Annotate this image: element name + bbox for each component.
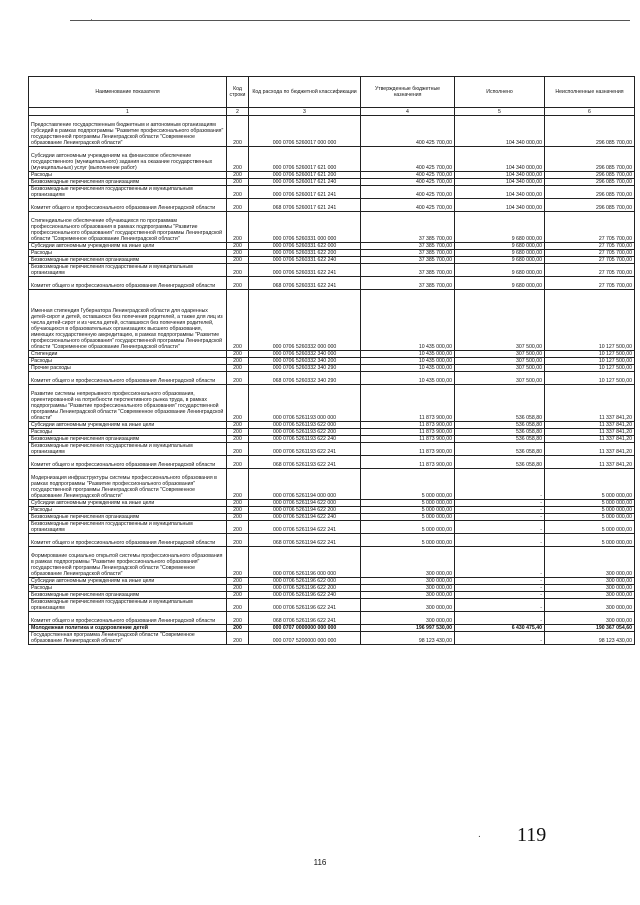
- row-executed-cell: 307 500,00: [455, 351, 545, 358]
- table-row: [29, 358, 635, 365]
- row-line-code-cell: 200: [227, 351, 249, 358]
- table-row: [29, 372, 635, 385]
- row-executed-cell: -: [455, 632, 545, 645]
- row-unexecuted-cell: 296 085 700,00: [545, 116, 635, 147]
- row-line-code-cell: 200: [227, 257, 249, 264]
- header-executed: Исполнено: [455, 77, 545, 108]
- row-classification-cell: 068 0706 5260017 621 241: [249, 199, 361, 212]
- row-line-code-cell: 200: [227, 585, 249, 592]
- row-classification-cell: 000 0706 5261196 622 240: [249, 592, 361, 599]
- row-line-code-cell: 200: [227, 172, 249, 179]
- row-executed-cell: -: [455, 514, 545, 521]
- row-unexecuted-cell: 27 705 700,00: [545, 277, 635, 290]
- row-classification-cell: 000 0706 5261193 000 000: [249, 385, 361, 422]
- table-row: [29, 172, 635, 179]
- row-approved-cell: 11 873 900,00: [361, 422, 455, 429]
- row-line-code-cell: 200: [227, 514, 249, 521]
- row-approved-cell: 11 873 900,00: [361, 443, 455, 456]
- row-classification-cell: 000 0706 5260331 622 000: [249, 243, 361, 250]
- row-classification-cell: 000 0706 5260331 000 000: [249, 212, 361, 243]
- row-line-code-cell: 200: [227, 612, 249, 625]
- row-unexecuted-cell: 11 337 841,20: [545, 422, 635, 429]
- table-row: [29, 578, 635, 585]
- row-executed-cell: 9 680 000,00: [455, 243, 545, 250]
- row-approved-cell: 37 385 700,00: [361, 277, 455, 290]
- row-unexecuted-cell: 5 000 000,00: [545, 521, 635, 534]
- row-line-code-cell: 200: [227, 632, 249, 645]
- row-approved-cell: 400 425 700,00: [361, 186, 455, 199]
- row-name-cell: Субсидии автономным учреждениям на финансовое обеспечение государственного (муниципального) задания на оказание государственных (муниципальных) услуг (выполнение работ): [29, 147, 227, 172]
- row-approved-cell: 11 873 900,00: [361, 429, 455, 436]
- row-name-cell: Безвозмездные перечисления государственным и муниципальным организациям: [29, 521, 227, 534]
- row-classification-cell: 000 0706 5261193 622 200: [249, 429, 361, 436]
- row-name-cell: Расходы: [29, 172, 227, 179]
- row-approved-cell: 10 435 000,00: [361, 358, 455, 365]
- row-executed-cell: 9 680 000,00: [455, 212, 545, 243]
- row-executed-cell: 6 430 475,40: [455, 625, 545, 632]
- row-unexecuted-cell: 5 000 000,00: [545, 500, 635, 507]
- table-row: [29, 179, 635, 186]
- row-unexecuted-cell: 27 705 700,00: [545, 257, 635, 264]
- table-row: [29, 514, 635, 521]
- row-name-cell: Безвозмездные перечисления организациям: [29, 592, 227, 599]
- row-executed-cell: 104 340 000,00: [455, 186, 545, 199]
- row-unexecuted-cell: 5 000 000,00: [545, 469, 635, 500]
- row-classification-cell: 068 0706 5261194 622 241: [249, 534, 361, 547]
- row-classification-cell: 000 0707 5200000 000 000: [249, 632, 361, 645]
- row-executed-cell: 9 680 000,00: [455, 250, 545, 257]
- row-name-cell: Безвозмездные перечисления организациям: [29, 179, 227, 186]
- row-executed-cell: -: [455, 500, 545, 507]
- row-executed-cell: -: [455, 469, 545, 500]
- row-executed-cell: 104 340 000,00: [455, 116, 545, 147]
- row-name-cell: Субсидии автономным учреждениям на иные цели: [29, 422, 227, 429]
- row-unexecuted-cell: 11 337 841,20: [545, 443, 635, 456]
- row-unexecuted-cell: 300 000,00: [545, 585, 635, 592]
- row-name-cell: Предоставление государственным бюджетным и автономным организациям субсидий в рамках подпрограммы "Развитие профессионального образования" государственной программы Ленинградской области "Современное образование Ленинградской области": [29, 116, 227, 147]
- row-unexecuted-cell: 27 705 700,00: [545, 264, 635, 277]
- row-line-code-cell: 200: [227, 147, 249, 172]
- row-unexecuted-cell: 11 337 841,20: [545, 456, 635, 469]
- table-row: [29, 592, 635, 599]
- header-line-code: Код строки: [227, 77, 249, 108]
- row-classification-cell: 000 0706 5261196 622 000: [249, 578, 361, 585]
- row-name-cell: Стипендии: [29, 351, 227, 358]
- row-classification-cell: 000 0706 5261193 622 000: [249, 422, 361, 429]
- row-approved-cell: 11 873 900,00: [361, 385, 455, 422]
- row-approved-cell: 11 873 900,00: [361, 436, 455, 443]
- row-executed-cell: -: [455, 521, 545, 534]
- row-line-code-cell: 200: [227, 385, 249, 422]
- row-unexecuted-cell: 300 000,00: [545, 592, 635, 599]
- row-name-cell: Субсидии автономным учреждениям на иные цели: [29, 243, 227, 250]
- row-approved-cell: 11 873 900,00: [361, 456, 455, 469]
- table-row: [29, 257, 635, 264]
- row-approved-cell: 10 435 000,00: [361, 351, 455, 358]
- row-executed-cell: -: [455, 578, 545, 585]
- row-classification-cell: 000 0706 5261194 622 200: [249, 507, 361, 514]
- row-unexecuted-cell: 300 000,00: [545, 578, 635, 585]
- row-approved-cell: 400 425 700,00: [361, 116, 455, 147]
- row-unexecuted-cell: 296 085 700,00: [545, 186, 635, 199]
- row-name-cell: Расходы: [29, 358, 227, 365]
- row-classification-cell: 000 0707 0000000 000 000: [249, 625, 361, 632]
- row-name-cell: Расходы: [29, 585, 227, 592]
- row-unexecuted-cell: 5 000 000,00: [545, 514, 635, 521]
- row-classification-cell: 000 0706 5260331 622 241: [249, 264, 361, 277]
- top-border-line: [70, 20, 630, 21]
- row-line-code-cell: 200: [227, 116, 249, 147]
- row-approved-cell: 300 000,00: [361, 547, 455, 578]
- row-name-cell: Расходы: [29, 507, 227, 514]
- header-classification-code: Код расхода по бюджетной классификации: [249, 77, 361, 108]
- row-unexecuted-cell: 10 127 500,00: [545, 351, 635, 358]
- row-line-code-cell: 200: [227, 599, 249, 612]
- row-name-cell: Безвозмездные перечисления государственным и муниципальным организациям: [29, 186, 227, 199]
- row-line-code-cell: 200: [227, 179, 249, 186]
- row-classification-cell: 000 0706 5261194 622 241: [249, 521, 361, 534]
- row-line-code-cell: 200: [227, 264, 249, 277]
- row-name-cell: Молодежная политика и оздоровление детей: [29, 625, 227, 632]
- row-classification-cell: 000 0706 5260017 621 240: [249, 179, 361, 186]
- sheet-number: 119: [517, 824, 547, 846]
- row-line-code-cell: 200: [227, 443, 249, 456]
- row-line-code-cell: 200: [227, 521, 249, 534]
- row-approved-cell: 5 000 000,00: [361, 469, 455, 500]
- table-row: [29, 534, 635, 547]
- table-row: [29, 199, 635, 212]
- row-approved-cell: 37 385 700,00: [361, 250, 455, 257]
- handwritten-mark: .: [478, 829, 482, 840]
- row-approved-cell: 400 425 700,00: [361, 172, 455, 179]
- row-classification-cell: 068 0706 5261196 622 241: [249, 612, 361, 625]
- row-executed-cell: 104 340 000,00: [455, 147, 545, 172]
- header-approved: Утвержденные бюджетные назначения: [361, 77, 455, 108]
- row-unexecuted-cell: 300 000,00: [545, 599, 635, 612]
- row-approved-cell: 5 000 000,00: [361, 507, 455, 514]
- row-line-code-cell: 200: [227, 372, 249, 385]
- row-executed-cell: 536 058,80: [455, 422, 545, 429]
- row-classification-cell: 068 0706 5260332 340 290: [249, 372, 361, 385]
- table-row: [29, 365, 635, 372]
- table-row: [29, 469, 635, 500]
- row-line-code-cell: 200: [227, 547, 249, 578]
- row-name-cell: Расходы: [29, 250, 227, 257]
- row-classification-cell: 000 0706 5261193 622 241: [249, 443, 361, 456]
- row-name-cell: Субсидии автономным учреждениям на иные цели: [29, 500, 227, 507]
- row-approved-cell: 5 000 000,00: [361, 534, 455, 547]
- row-line-code-cell: 200: [227, 436, 249, 443]
- row-classification-cell: 068 0706 5261193 622 241: [249, 456, 361, 469]
- row-line-code-cell: 200: [227, 199, 249, 212]
- row-executed-cell: 9 680 000,00: [455, 264, 545, 277]
- row-unexecuted-cell: 98 123 430,00: [545, 632, 635, 645]
- row-classification-cell: 000 0706 5260331 622 200: [249, 250, 361, 257]
- column-number: 1: [29, 108, 227, 116]
- row-name-cell: Комитет общего и профессионального образования Ленинградской области: [29, 612, 227, 625]
- row-unexecuted-cell: 296 085 700,00: [545, 179, 635, 186]
- row-approved-cell: 10 435 000,00: [361, 290, 455, 351]
- row-name-cell: Комитет общего и профессионального образования Ленинградской области: [29, 372, 227, 385]
- table-row: [29, 351, 635, 358]
- row-unexecuted-cell: 11 337 841,20: [545, 385, 635, 422]
- row-approved-cell: 10 435 000,00: [361, 372, 455, 385]
- row-approved-cell: 300 000,00: [361, 585, 455, 592]
- column-number: 5: [455, 108, 545, 116]
- row-approved-cell: 400 425 700,00: [361, 147, 455, 172]
- row-name-cell: Комитет общего и профессионального образования Ленинградской области: [29, 456, 227, 469]
- row-name-cell: Развитие системы непрерывного профессионального образования, ориентированной на потребности перспективного рынка труда, в рамках подпрограммы "Развитие профессионального образования" государственной программы Ленинградской области "Современное образование Ленинградской области": [29, 385, 227, 422]
- row-classification-cell: 000 0706 5260332 340 290: [249, 365, 361, 372]
- scan-speck: ·: [90, 14, 93, 24]
- table-header: [29, 77, 635, 108]
- table-row: [29, 277, 635, 290]
- row-line-code-cell: 200: [227, 358, 249, 365]
- row-name-cell: Прочие расходы: [29, 365, 227, 372]
- table-row: [29, 212, 635, 243]
- row-name-cell: Комитет общего и профессионального образования Ленинградской области: [29, 199, 227, 212]
- row-approved-cell: 400 425 700,00: [361, 199, 455, 212]
- row-classification-cell: 000 0706 5261196 000 000: [249, 547, 361, 578]
- page-number: 116: [313, 858, 327, 867]
- table-row: [29, 599, 635, 612]
- table-row: [29, 116, 635, 147]
- row-classification-cell: 000 0706 5261194 622 000: [249, 500, 361, 507]
- row-unexecuted-cell: 5 000 000,00: [545, 507, 635, 514]
- row-classification-cell: 000 0706 5261193 622 240: [249, 436, 361, 443]
- table-row: [29, 422, 635, 429]
- row-name-cell: Формирование социально открытой системы профессионального образования в рамках подпрограммы "Развитие профессионального образования" государственной программы Ленинградской области "Современное образование Ленинградской области": [29, 547, 227, 578]
- row-line-code-cell: 200: [227, 212, 249, 243]
- row-line-code-cell: 200: [227, 277, 249, 290]
- row-executed-cell: 104 340 000,00: [455, 199, 545, 212]
- table-row: [29, 290, 635, 351]
- table-row: [29, 429, 635, 436]
- row-unexecuted-cell: 27 705 700,00: [545, 250, 635, 257]
- row-approved-cell: 300 000,00: [361, 612, 455, 625]
- row-line-code-cell: 200: [227, 469, 249, 500]
- row-executed-cell: 307 500,00: [455, 372, 545, 385]
- row-executed-cell: -: [455, 547, 545, 578]
- row-unexecuted-cell: 10 127 500,00: [545, 358, 635, 365]
- row-executed-cell: 307 500,00: [455, 358, 545, 365]
- row-name-cell: Безвозмездные перечисления государственным и муниципальным организациям: [29, 264, 227, 277]
- row-line-code-cell: 200: [227, 592, 249, 599]
- row-executed-cell: -: [455, 612, 545, 625]
- row-approved-cell: 37 385 700,00: [361, 243, 455, 250]
- row-executed-cell: 307 500,00: [455, 290, 545, 351]
- row-executed-cell: 536 058,80: [455, 385, 545, 422]
- row-approved-cell: 37 385 700,00: [361, 257, 455, 264]
- row-executed-cell: 536 058,80: [455, 436, 545, 443]
- table-row: [29, 243, 635, 250]
- row-unexecuted-cell: 10 127 500,00: [545, 365, 635, 372]
- row-executed-cell: -: [455, 599, 545, 612]
- row-executed-cell: 9 680 000,00: [455, 257, 545, 264]
- column-number: 4: [361, 108, 455, 116]
- row-classification-cell: 000 0706 5261194 622 240: [249, 514, 361, 521]
- row-unexecuted-cell: 296 085 700,00: [545, 147, 635, 172]
- row-name-cell: Безвозмездные перечисления государственным и муниципальным организациям: [29, 443, 227, 456]
- row-classification-cell: 000 0706 5260332 000 000: [249, 290, 361, 351]
- row-approved-cell: 5 000 000,00: [361, 521, 455, 534]
- column-number: 2: [227, 108, 249, 116]
- table-row: [29, 585, 635, 592]
- row-approved-cell: 196 997 530,00: [361, 625, 455, 632]
- row-classification-cell: 000 0706 5260017 000 000: [249, 116, 361, 147]
- row-name-cell: Безвозмездные перечисления организациям: [29, 436, 227, 443]
- row-approved-cell: 10 435 000,00: [361, 365, 455, 372]
- row-name-cell: Безвозмездные перечисления организациям: [29, 514, 227, 521]
- table-row: [29, 436, 635, 443]
- row-line-code-cell: 200: [227, 625, 249, 632]
- row-unexecuted-cell: 190 367 054,60: [545, 625, 635, 632]
- row-executed-cell: 9 680 000,00: [455, 277, 545, 290]
- row-unexecuted-cell: 27 705 700,00: [545, 212, 635, 243]
- row-executed-cell: -: [455, 592, 545, 599]
- row-line-code-cell: 200: [227, 365, 249, 372]
- table-row: [29, 521, 635, 534]
- row-approved-cell: 300 000,00: [361, 592, 455, 599]
- row-name-cell: Стипендиальное обеспечение обучающихся по программам профессионального образования в рамках подпрограммы "Развитие профессионального образования" государственной программы Ленинградской области "Современное образование Ленинградской области": [29, 212, 227, 243]
- row-approved-cell: 300 000,00: [361, 578, 455, 585]
- row-unexecuted-cell: 300 000,00: [545, 612, 635, 625]
- row-unexecuted-cell: 296 085 700,00: [545, 199, 635, 212]
- budget-execution-table: [28, 76, 635, 645]
- row-unexecuted-cell: 5 000 000,00: [545, 534, 635, 547]
- row-approved-cell: 98 123 430,00: [361, 632, 455, 645]
- row-classification-cell: 000 0706 5260332 340 200: [249, 358, 361, 365]
- row-classification-cell: 000 0706 5260331 622 240: [249, 257, 361, 264]
- row-executed-cell: 536 058,80: [455, 429, 545, 436]
- row-unexecuted-cell: 10 127 500,00: [545, 372, 635, 385]
- table-row: [29, 385, 635, 422]
- row-approved-cell: 5 000 000,00: [361, 514, 455, 521]
- row-line-code-cell: 200: [227, 500, 249, 507]
- row-approved-cell: 37 385 700,00: [361, 264, 455, 277]
- row-line-code-cell: 200: [227, 429, 249, 436]
- row-unexecuted-cell: 10 127 500,00: [545, 290, 635, 351]
- row-line-code-cell: 200: [227, 243, 249, 250]
- table-row: [29, 625, 635, 632]
- row-unexecuted-cell: 296 085 700,00: [545, 172, 635, 179]
- row-unexecuted-cell: 27 705 700,00: [545, 243, 635, 250]
- row-line-code-cell: 200: [227, 250, 249, 257]
- table-row: [29, 147, 635, 172]
- row-executed-cell: 536 058,80: [455, 456, 545, 469]
- row-classification-cell: 000 0706 5260332 340 000: [249, 351, 361, 358]
- column-numbers-row: [29, 108, 635, 116]
- row-name-cell: Комитет общего и профессионального образования Ленинградской области: [29, 277, 227, 290]
- table-row: [29, 632, 635, 645]
- row-unexecuted-cell: 11 337 841,20: [545, 429, 635, 436]
- table-row: [29, 547, 635, 578]
- table-row: [29, 507, 635, 514]
- row-classification-cell: 068 0706 5260331 622 241: [249, 277, 361, 290]
- header-unexecuted: Неисполненные назначения: [545, 77, 635, 108]
- table-row: [29, 500, 635, 507]
- row-executed-cell: 104 340 000,00: [455, 172, 545, 179]
- row-name-cell: Модернизация инфраструктуры системы профессионального образования в рамках подпрограммы "Развитие профессионального образования" государственной программы Ленинградской области "Современное образование Ленинградской области": [29, 469, 227, 500]
- row-executed-cell: 104 340 000,00: [455, 179, 545, 186]
- row-line-code-cell: 200: [227, 186, 249, 199]
- column-number: 6: [545, 108, 635, 116]
- row-executed-cell: 536 058,80: [455, 443, 545, 456]
- row-line-code-cell: 200: [227, 578, 249, 585]
- row-classification-cell: 000 0706 5260017 621 000: [249, 147, 361, 172]
- row-approved-cell: 37 385 700,00: [361, 212, 455, 243]
- table-row: [29, 612, 635, 625]
- row-line-code-cell: 200: [227, 534, 249, 547]
- table-row: [29, 250, 635, 257]
- column-number: 3: [249, 108, 361, 116]
- row-classification-cell: 000 0706 5260017 621 200: [249, 172, 361, 179]
- row-line-code-cell: 200: [227, 456, 249, 469]
- row-classification-cell: 000 0706 5261196 622 241: [249, 599, 361, 612]
- row-line-code-cell: 200: [227, 507, 249, 514]
- row-name-cell: Расходы: [29, 429, 227, 436]
- row-executed-cell: -: [455, 534, 545, 547]
- row-approved-cell: 400 425 700,00: [361, 179, 455, 186]
- row-classification-cell: 000 0706 5261196 622 200: [249, 585, 361, 592]
- row-name-cell: Безвозмездные перечисления организациям: [29, 257, 227, 264]
- row-line-code-cell: 200: [227, 290, 249, 351]
- row-executed-cell: 307 500,00: [455, 365, 545, 372]
- row-executed-cell: -: [455, 507, 545, 514]
- row-classification-cell: 000 0706 5261194 000 000: [249, 469, 361, 500]
- table-row: [29, 456, 635, 469]
- row-name-cell: Безвозмездные перечисления государственным и муниципальным организациям: [29, 599, 227, 612]
- row-unexecuted-cell: 11 337 841,20: [545, 436, 635, 443]
- row-unexecuted-cell: 300 000,00: [545, 547, 635, 578]
- row-executed-cell: -: [455, 585, 545, 592]
- row-approved-cell: 5 000 000,00: [361, 500, 455, 507]
- table-row: [29, 264, 635, 277]
- table-row: [29, 443, 635, 456]
- row-name-cell: Государственная программа Ленинградской области "Современное образование Ленинградской области": [29, 632, 227, 645]
- row-classification-cell: 000 0706 5260017 621 241: [249, 186, 361, 199]
- header-name: Наименование показателя: [29, 77, 227, 108]
- row-name-cell: Именная стипендия Губернатора Ленинградской области для одаренных детей-сирот и детей, оставшихся без попечения родителей, а также для лиц из числа детей-сирот и из числа детей, оставшихся без попечения родителей, обучающихся в образовательных организациях высшего образования, имеющих государственную аккредитацию, в рамках подпрограммы "Развитие профессионального образования" государственной программы Ленинградской области "Современное образование Ленинградской области": [29, 290, 227, 351]
- table-body: [29, 108, 635, 645]
- table-row: [29, 186, 635, 199]
- row-name-cell: Комитет общего и профессионального образования Ленинградской области: [29, 534, 227, 547]
- row-line-code-cell: 200: [227, 422, 249, 429]
- row-name-cell: Субсидии автономным учреждениям на иные цели: [29, 578, 227, 585]
- row-approved-cell: 300 000,00: [361, 599, 455, 612]
